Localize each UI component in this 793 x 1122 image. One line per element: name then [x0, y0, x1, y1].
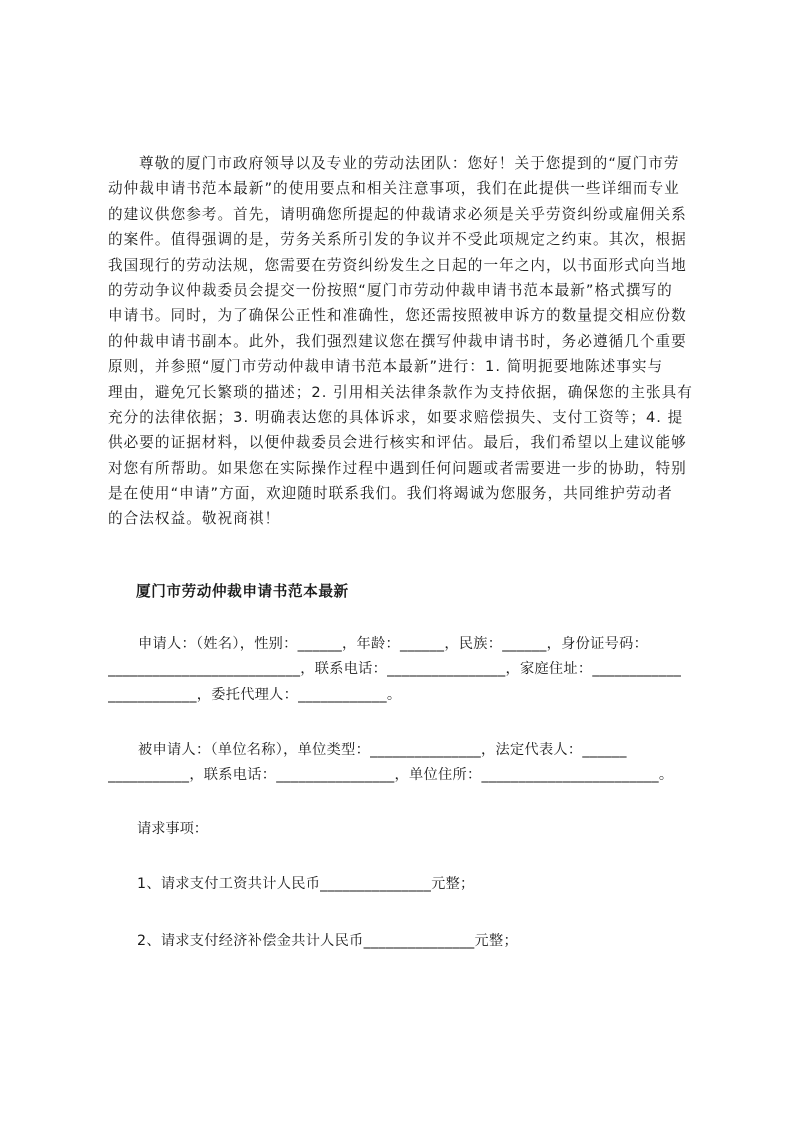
intro-paragraph	[108, 151, 700, 532]
paragraph-line: 原则，并参照“厦门市劳动仲裁申请书范本最新”进行：1. 简明扼要地陈述事实与	[108, 358, 664, 376]
paragraph-line: 动仲裁申请书范本最新”的使用要点和相关注意事项，我们在此提供一些详细而专业	[108, 180, 680, 198]
paragraph-line: 的案件。值得强调的是，劳务关系所引发的争议并不受此项规定之约束。其次，根据	[108, 231, 687, 249]
claim-item: 2、请求支付经济补偿金共计人民币_______________元整；	[137, 933, 519, 949]
claim-item: 1、请求支付工资共计人民币_______________元整；	[137, 876, 475, 892]
paragraph-line: 对您有所帮助。如果您在实际操作过程中遇到任何问题或者需要进一步的协助，特别	[108, 459, 687, 477]
paragraph-line: 的合法权益。敬祝商祺！	[108, 510, 281, 528]
applicant-section	[108, 632, 708, 708]
template-title: 厦门市劳动仲裁申请书范本最新	[136, 583, 349, 600]
applicant-line: ____________，委托代理人：____________。	[108, 686, 402, 703]
paragraph-line: 供必要的证据材料，以便仲裁委员会进行核实和评估。最后，我们希望以上建议能够	[108, 434, 687, 452]
claims-heading: 请求事项：	[137, 821, 208, 837]
paragraph-line: 理由，避免冗长繁琐的描述；2. 引用相关法律条款作为支持依据，确保您的主张具有	[108, 383, 693, 401]
respondent-line: 被申请人：（单位名称），单位类型：_______________，法定代表人：______	[138, 742, 627, 758]
paragraph-line: 我国现行的劳动法规，您需要在劳资纠纷发生之日起的一年之内，以书面形式向当地	[108, 256, 687, 274]
paragraph-line: 充分的法律依据；3. 明确表达您的具体诉求，如要求赔偿损失、支付工资等；4. 提	[108, 408, 684, 426]
applicant-line: 申请人：（姓名），性别：______，年龄：______，民族：______，身份证号码：	[138, 636, 649, 652]
paragraph-line: 的仲裁申请书副本。此外，我们强烈建议您在撰写仲裁申请书时，务必遵循几个重要	[108, 332, 687, 350]
paragraph-line: 的建议供您参考。首先，请明确您所提起的仲裁请求必须是关乎劳资纠纷或雇佣关系	[108, 205, 687, 223]
applicant-line: __________________________，联系电话：________________，家庭住址：____________	[108, 661, 682, 678]
paragraph-line: 申请书。同时，为了确保公正性和准确性，您还需按照被申诉方的数量提交相应份数	[108, 307, 687, 325]
respondent-line: ___________，联系电话：________________，单位住所：________________________。	[108, 767, 674, 784]
respondent-section	[108, 738, 708, 789]
paragraph-line: 的劳动争议仲裁委员会提交一份按照“厦门市劳动仲裁申请书范本最新”格式撰写的	[108, 281, 673, 299]
paragraph-line: 尊敬的厦门市政府领导以及专业的劳动法团队：您好！关于您提到的“厦门市劳	[139, 155, 680, 172]
paragraph-line: 是在使用“申请”方面，欢迎随时联系我们。我们将竭诚为您服务，共同维护劳动者	[108, 485, 673, 503]
